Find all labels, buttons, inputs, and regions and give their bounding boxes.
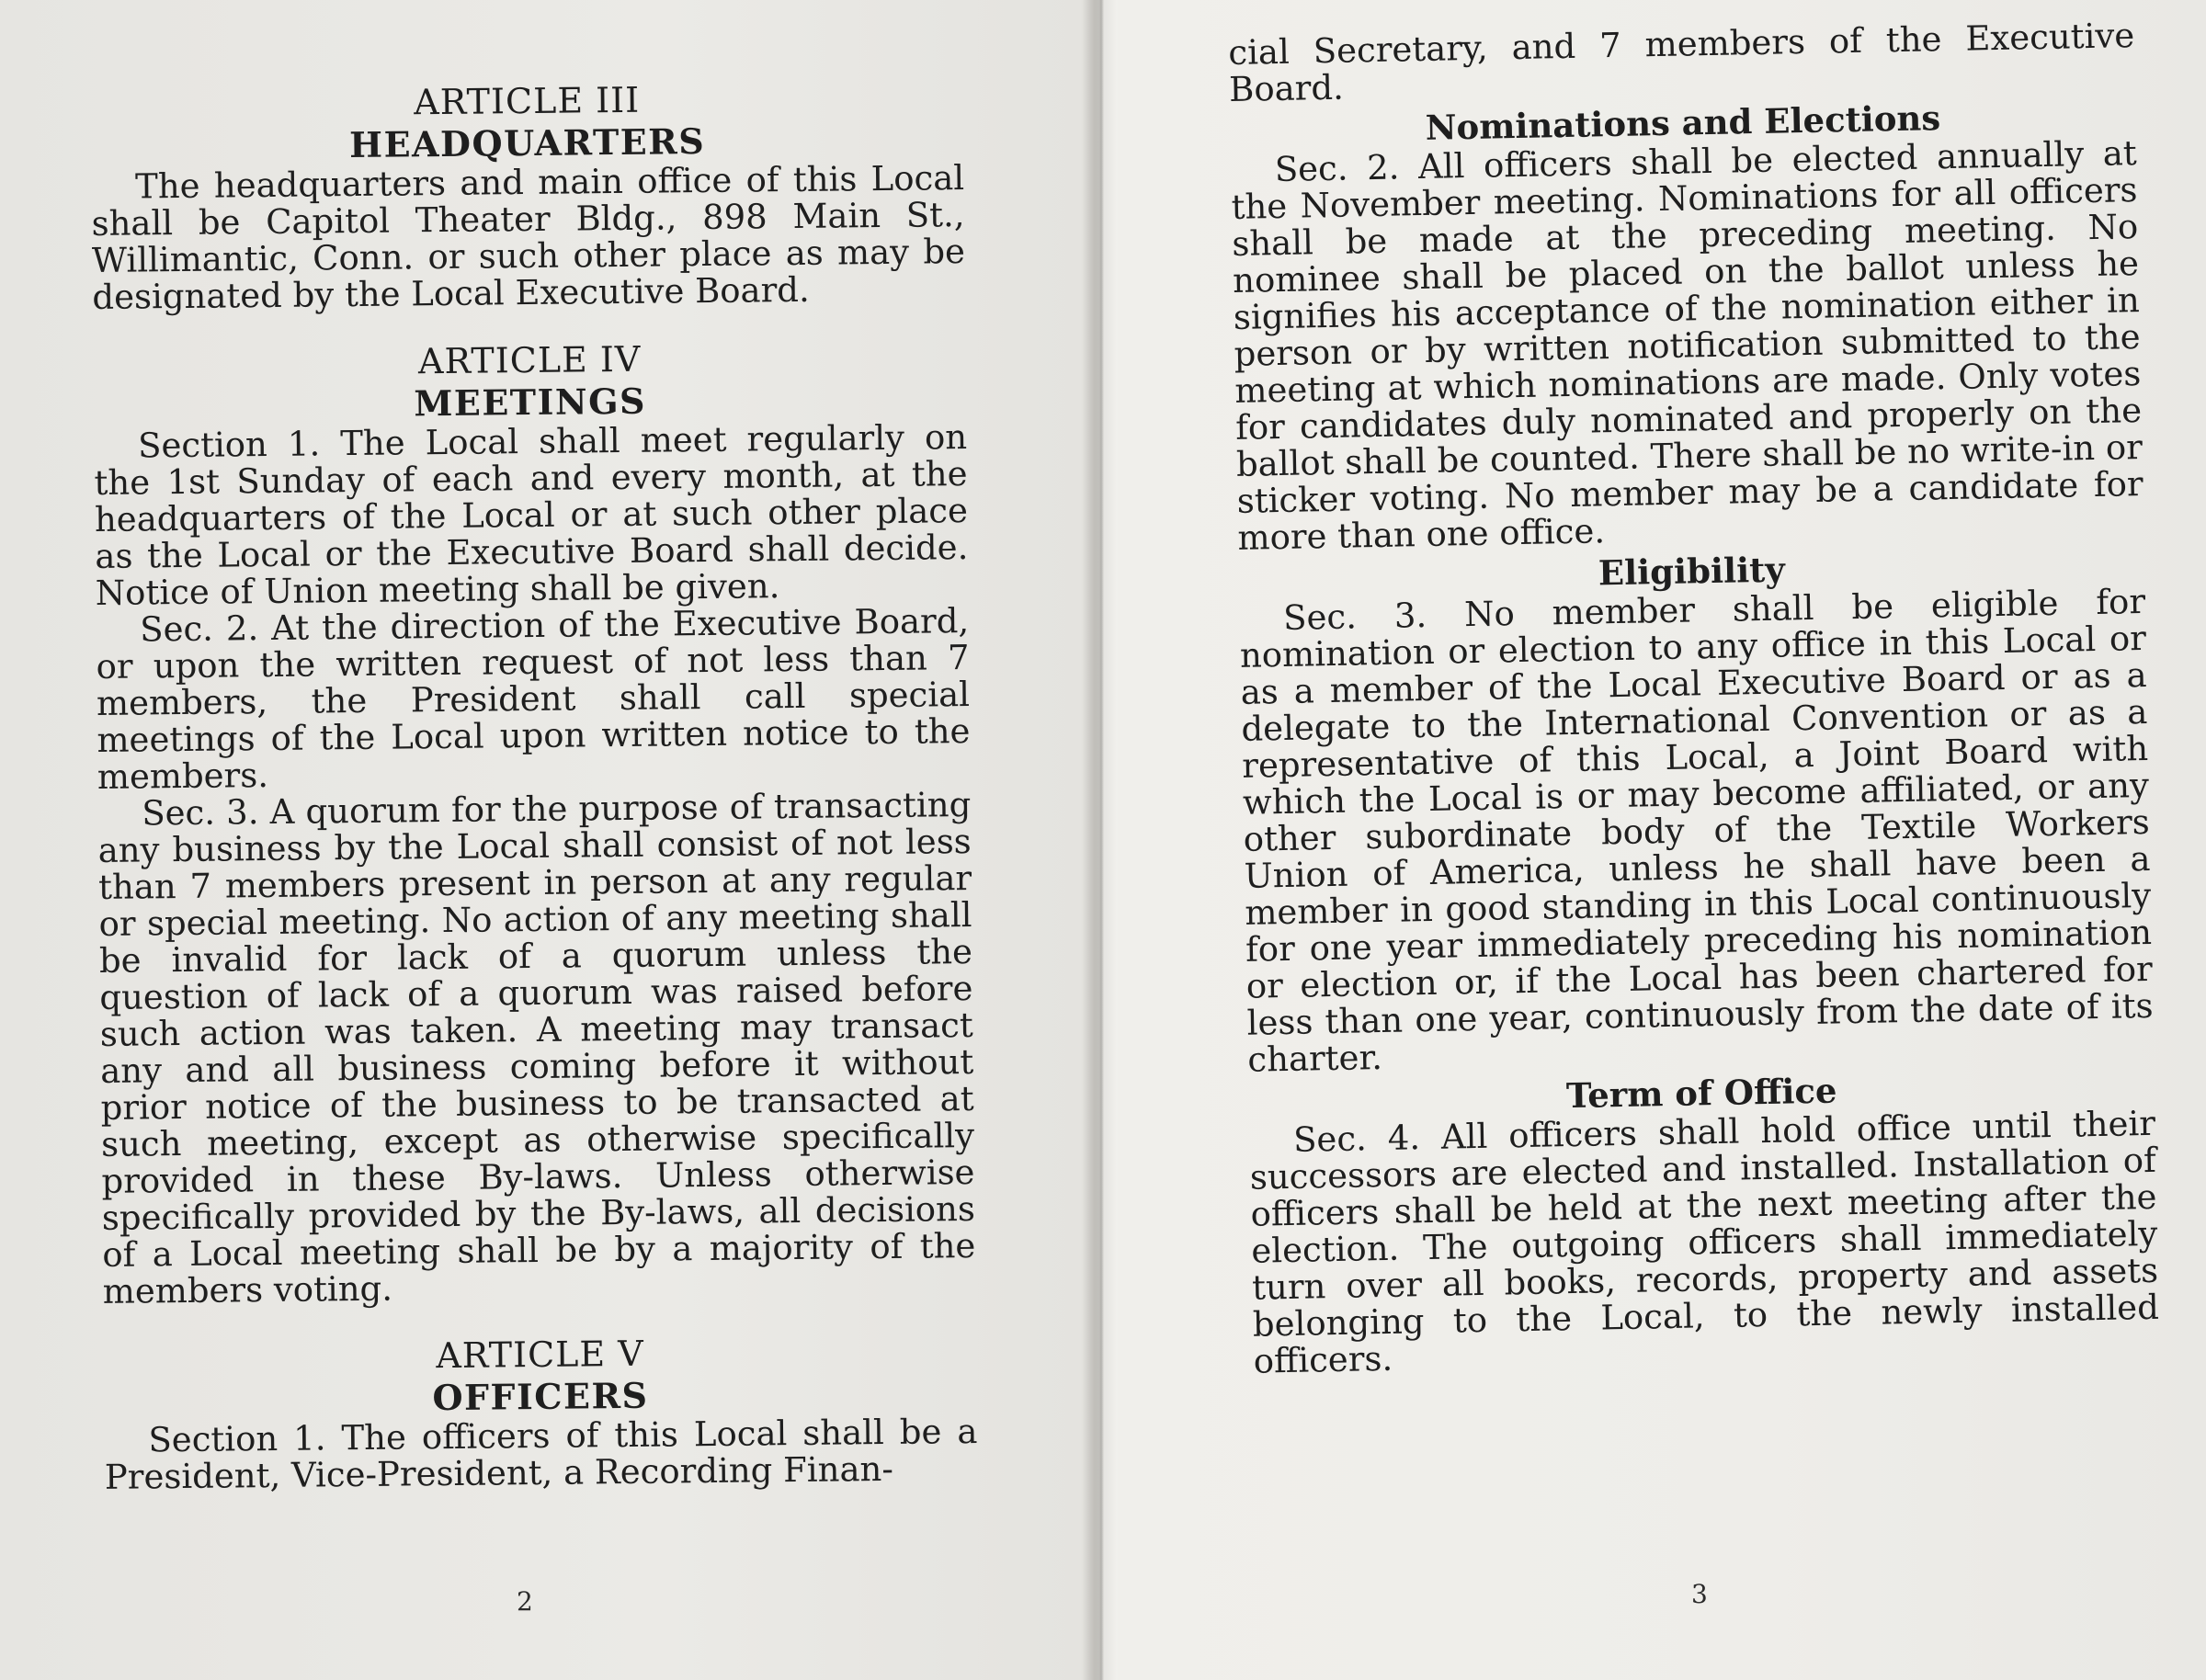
right-page bbox=[1112, 0, 2206, 1680]
page-number-left: 2 bbox=[517, 1586, 533, 1617]
article-5-subtitle: OFFICERS bbox=[432, 1374, 649, 1419]
article-5-section-1: Section 1. The officers of this Local shall be a President, Vice-President, a Recording Finan- bbox=[104, 1411, 978, 1497]
term-of-office-text: Sec. 4. All officers shall hold office until their successors are elected and installed. Installation of officers shall be held at the next meeting after the election. The outgoing officers shall immediately turn over all books, records, property and assets belonging to the Local, to the newly installed officers. bbox=[1249, 1103, 2160, 1381]
left-page bbox=[0, 0, 1094, 1680]
left-text-column bbox=[90, 75, 978, 1496]
eligibility-text: Sec. 3. No member shall be eligible for nomination or election to any office in this Local or as a member of the Local Executive Board or as a delegate to the International Convention or as a representative of this Local, a Joint Board with which the Local is or may become affiliated, or any other subordinate body of the Textile Workers Union of America, unless he shall have been a member in good standing in this Local continuously for one year immediately preceding his nomination or election or, if the Local has been chartered for less than one year, continuously from the date of its charter. bbox=[1239, 581, 2154, 1080]
article-4-subtitle: MEETINGS bbox=[414, 380, 647, 425]
right-text-column bbox=[1228, 17, 2160, 1380]
page-number-right: 3 bbox=[1691, 1579, 1708, 1609]
article-4-section-2: Sec. 2. At the direction of the Executive Board, or upon the written request of not less than 7 members, the President shall call special meetings of the Local upon written notice to the members. bbox=[96, 601, 971, 797]
article-3-text: The headquarters and main office of this Local shall be Capitol Theater Bldg., 898 Main St., Willimantic, Conn. or such other place as may be designated by the Local Executive Board. bbox=[91, 158, 966, 317]
article-3-title: ARTICLE III bbox=[414, 79, 641, 123]
article-5-title: ARTICLE V bbox=[436, 1333, 644, 1377]
article-4-section-1: Section 1. The Local shall meet regularly on the 1st Sunday of each and every month, at the headquarters of the Local or at such other place as the Local or the Executive Board shall decide. Notice of Union meeting shall be given. bbox=[94, 417, 969, 613]
article-4-title: ARTICLE IV bbox=[417, 338, 642, 382]
nominations-heading: Nominations and Elections bbox=[1425, 97, 1941, 148]
officers-continued-text: cial Secretary, and 7 members of the Executive Board. bbox=[1227, 16, 2135, 109]
nominations-text: Sec. 2. All officers shall be elected annually at the November meeting. Nominations for all officers shall be made at the preceding meeting. No nominee shall be placed on the ballot unless he signifies his acceptance of the nomination either in person or by written notification submitted to the meeting at which nominations are made. Only votes for candidates duly nominated and properly on the ballot shall be counted. There shall be no write-in or sticker voting. No member may be a candidate for more than one office. bbox=[1231, 133, 2143, 558]
article-3-subtitle: HEADQUARTERS bbox=[348, 119, 706, 166]
eligibility-heading: Eligibility bbox=[1598, 549, 1786, 594]
article-4-section-3: Sec. 3. A quorum for the purpose of transacting any business by the Local shall consist of not less than 7 members present in person at any regular or special meeting. No action of any meeting shall be invalid for lack of a quorum unless the question of lack of a quorum was raised before such action was taken. A meeting may transact any and all business coming before it without prior notice of the business to be transacted at such meeting, except as otherwise specifically provided in these By-laws. Unless otherwise specifically provided by the By-laws, all decisions of a Local meeting shall be by a majority of the members voting. bbox=[97, 785, 976, 1311]
term-of-office-heading: Term of Office bbox=[1565, 1070, 1837, 1117]
